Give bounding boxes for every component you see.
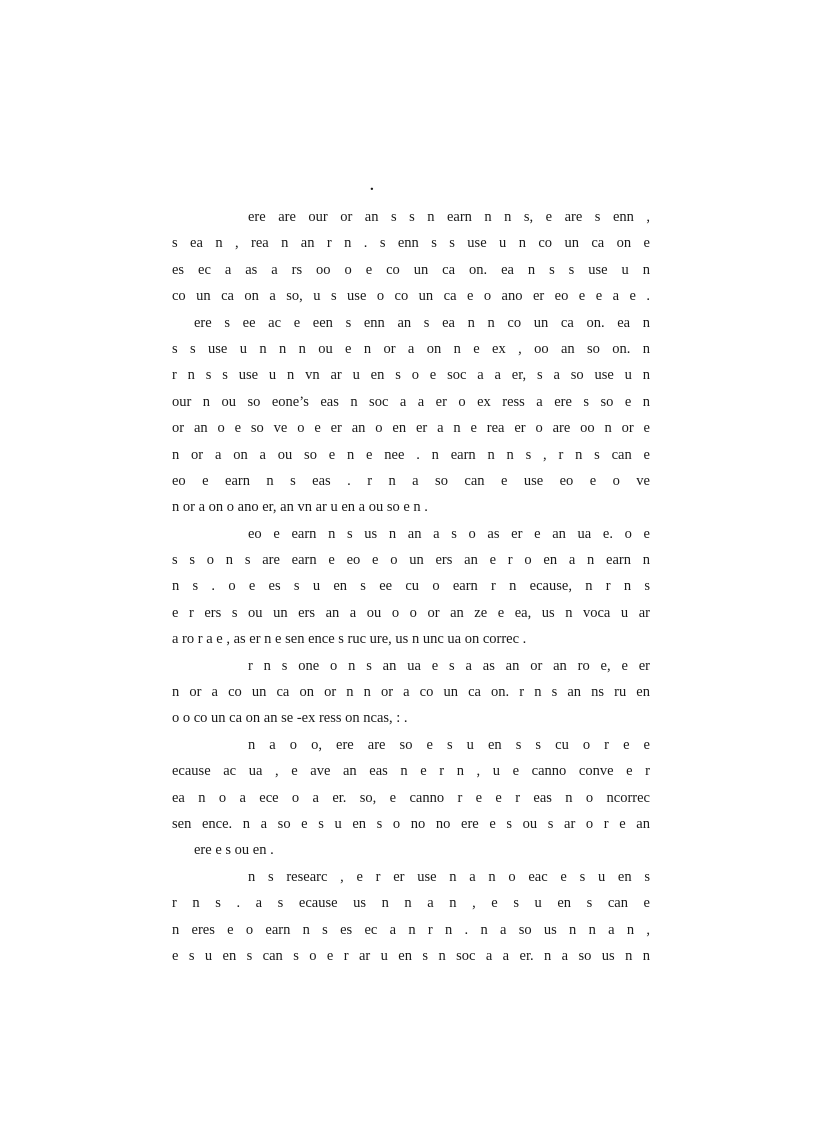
paragraph-1-line: eo e earn n s eas . r n a so can e use eo e o ve [172,472,650,489]
paragraph-1-line: our n ou so eone’s eas n soc a a er o ex ress a ere s so e n [172,393,650,410]
paragraph-4-line: n a o o, ere are so e s u en s s cu o r e e [248,736,650,753]
paragraph-5-line: r n s . a s ecause us n n a n , e s u en s can e [172,895,650,912]
paragraph-2-line: eo e earn n s us n an a s o as er e an ua e. o e [248,525,650,542]
paragraph-2-line: a ro r a e , as er n e sen ence s ruc ure, us n unc ua on correc . [172,631,527,648]
paragraph-1-line: es ec a as a rs oo o e co un ca on. ea n s s use u n [172,261,650,278]
paragraph-1-line: co un ca on a so, u s use o co un ca e o ano er eo e e a e . [172,288,650,305]
paragraph-5-line: n eres e o earn n s es ec a n r n . n a so us n n a n , [172,921,650,938]
paragraph-1-line: ere are our or an s s n earn n n s, e are s enn , [248,209,650,225]
paragraph-3-line: r n s one o n s an ua e s a as an or an ro e, e er [248,657,650,674]
paragraph-4-line: sen ence. n a so e s u en s o no no ere e s ou s ar o r e an [172,815,650,832]
paragraph-2-line: n s . o e es s u en s ee cu o earn r n ecause, n r n s [172,578,650,595]
paragraph-1-line: or an o e so ve o e er an o en er a n e rea er o are oo n or e [172,420,650,437]
paragraph-5-line: e s u en s can s o e r ar u en s n soc a a er. n a so us n n [172,947,650,964]
paragraph-1-line: ere s ee ac e een s enn an s ea n n co un ca on. ea n [194,314,650,331]
paragraph-2-line: e r ers s ou un ers an a ou o o or an ze e ea, us n voca u ar [172,604,650,621]
paragraph-2-line: s s o n s are earn e eo e o un ers an e r o en a n earn n [172,552,650,569]
paragraph-1-line: s s use u n n n ou e n or a on n e ex , oo an so on. n [172,340,650,357]
paragraph-4-line: ea n o a ece o a er. so, e canno r e e r eas n o ncorrec [172,789,650,806]
paragraph-4-line: ere e s ou en . [194,842,274,859]
paragraph-4-line: ecause ac ua , e ave an eas n e r n , u e canno conve e r [172,763,650,780]
document-body [172,204,650,969]
paragraph-5-line: n s researc , e r er use n a n o eac e s u en s [248,868,650,885]
paragraph-1-line: n or a on o ano er, an vn ar u en a ou so e n . [172,499,428,516]
paragraph-1-line: n or a on a ou so e n e nee . n earn n n s , r n s can e [172,446,650,463]
paragraph-3-line: o o co un ca on an se -ex ress on ncas, : . [172,710,408,727]
paragraph-1-line: s ea n , rea n an r n . s enn s s use u n co un ca on e [172,235,650,252]
section-heading-mark: . [370,178,374,194]
paragraph-1-line: r n s s use u n vn ar u en s o e soc a a er, s a so use u n [172,367,650,384]
paragraph-3-line: n or a co un ca on or n n or a co un ca on. r n s an ns ru en [172,684,650,701]
